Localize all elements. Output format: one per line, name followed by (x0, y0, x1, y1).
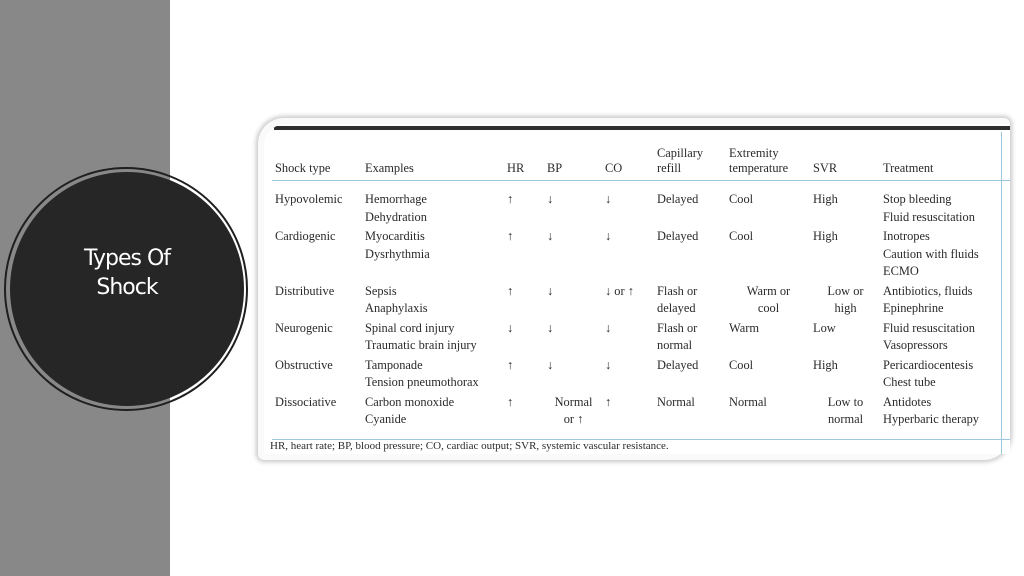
column-header (362, 142, 504, 181)
cell-line: Sepsis (365, 283, 397, 298)
table-cell (362, 318, 504, 355)
cell-line: Vasopressors (883, 338, 948, 352)
table-cell (602, 392, 654, 440)
column-header (272, 142, 362, 181)
cell-line: Dissociative (275, 394, 337, 409)
table-figure (258, 118, 1010, 460)
table-cell (880, 392, 1010, 440)
cell-line: Extremity (729, 146, 779, 160)
cell-line: Warm or (746, 283, 791, 298)
cell-line: Tamponade (365, 357, 423, 372)
cell-line: Carbon monoxide (365, 394, 455, 409)
table-row (272, 181, 1010, 227)
cell-line: CO (605, 161, 623, 175)
cell-line: Cyanide (365, 412, 407, 426)
table-cell (272, 281, 362, 318)
cell-line: ↑ (507, 283, 514, 298)
table-cell (272, 181, 362, 227)
column-header (810, 142, 880, 181)
cell-line: Shock type (275, 161, 331, 175)
table-cell (362, 392, 504, 440)
cell-line: Cardiogenic (275, 229, 336, 243)
table-cell (810, 226, 880, 281)
cell-line: HR (507, 161, 525, 175)
cell-line: ↓ (507, 320, 514, 335)
table-cell (880, 226, 1010, 281)
cell-line: Normal (554, 394, 593, 409)
table-cell (544, 392, 602, 440)
cell-line: Flash or (657, 320, 698, 335)
cell-line: Normal (729, 394, 767, 409)
cell-line: normal (827, 412, 864, 426)
table-top-rule (274, 126, 1010, 130)
cell-line: High (813, 229, 838, 243)
cell-line: BP (547, 161, 563, 175)
cell-line: Chest tube (883, 375, 936, 389)
cell-line: high (834, 301, 857, 315)
cell-line: Dehydration (365, 209, 427, 224)
cell-line: Anaphylaxis (365, 301, 428, 315)
shock-types-table (272, 142, 1010, 440)
table-cell (362, 355, 504, 392)
cell-line: Tension pneumothorax (365, 375, 479, 389)
cell-line: ↓ (547, 283, 554, 298)
table-cell (272, 392, 362, 440)
table-cell (504, 355, 544, 392)
table-row (272, 226, 1010, 281)
cell-line: Fluid resuscitation (883, 209, 975, 224)
table-cell (654, 226, 726, 281)
cell-line: ↓ (605, 192, 612, 206)
table-cell (726, 392, 810, 440)
table-cell (810, 181, 880, 227)
table-cell (544, 226, 602, 281)
table-cell (504, 226, 544, 281)
table-cell (362, 181, 504, 227)
table-cell (726, 226, 810, 281)
table-cell (726, 355, 810, 392)
cell-line: Myocarditis (365, 229, 425, 243)
cell-line: Distributive (275, 283, 335, 298)
cell-line: Cool (729, 192, 754, 206)
table-cell (544, 181, 602, 227)
column-header (504, 142, 544, 181)
title-circle (10, 172, 244, 406)
table-cell (654, 318, 726, 355)
table-cell (504, 281, 544, 318)
cell-line: Capillary (657, 146, 704, 160)
cell-line: Caution with fluids (883, 246, 979, 261)
table-cell (544, 318, 602, 355)
table-cell (810, 392, 880, 440)
table-cell (544, 355, 602, 392)
cell-line: ↓ (605, 320, 612, 335)
cell-line: ↓ (605, 357, 612, 372)
cell-line: Antidotes (883, 394, 932, 409)
cell-line: Cool (729, 229, 754, 243)
cell-line: ECMO (883, 264, 919, 278)
cell-line: Treatment (883, 161, 934, 175)
table-row (272, 318, 1010, 355)
cell-line: delayed (657, 301, 696, 315)
cell-line: or ↑ (563, 412, 584, 426)
table-cell (726, 318, 810, 355)
column-header (880, 142, 1010, 181)
table-cell (602, 318, 654, 355)
cell-line: Delayed (657, 192, 699, 206)
cell-line: ↑ (507, 229, 514, 243)
cell-line: ↓ (547, 229, 554, 243)
cell-line: ↓ (547, 320, 554, 335)
cell-line: SVR (813, 161, 838, 175)
cell-line: Obstructive (275, 357, 333, 372)
cell-line: ↑ (507, 394, 514, 409)
cell-line: Hyperbaric therapy (883, 412, 979, 426)
table-cell (504, 181, 544, 227)
cell-line: Traumatic brain injury (365, 338, 477, 352)
cell-line: Cool (729, 357, 754, 372)
cell-line: ↑ (605, 394, 612, 409)
cell-line: Warm (729, 320, 759, 335)
cell-line: ↓ (547, 357, 554, 372)
table-cell (362, 226, 504, 281)
cell-line: Low (813, 320, 836, 335)
table-image (264, 124, 1010, 454)
table-cell (272, 226, 362, 281)
cell-line: Delayed (657, 357, 699, 372)
column-header (602, 142, 654, 181)
cell-line: Low or (827, 283, 864, 298)
table-cell (602, 181, 654, 227)
cell-line: Delayed (657, 229, 699, 243)
cell-line: normal (657, 338, 693, 352)
table-cell (726, 281, 810, 318)
table-cell (272, 318, 362, 355)
table-row (272, 355, 1010, 392)
cell-line: ↓ (605, 229, 612, 243)
table-cell (810, 318, 880, 355)
cell-line: Epinephrine (883, 301, 944, 315)
table-cell (810, 355, 880, 392)
table-cell (602, 281, 654, 318)
table-cell (654, 392, 726, 440)
cell-line: Fluid resuscitation (883, 320, 975, 335)
table-cell (654, 355, 726, 392)
cell-line: Dysrhythmia (365, 246, 430, 261)
table-cell (544, 281, 602, 318)
cell-line: Spinal cord injury (365, 320, 455, 335)
cell-line: ↓ or ↑ (605, 283, 634, 298)
table-cell (726, 181, 810, 227)
column-header (726, 142, 810, 181)
table-cell (880, 181, 1010, 227)
cell-line: Examples (365, 161, 414, 175)
table-row (272, 281, 1010, 318)
cell-line: cool (757, 301, 780, 315)
cell-line: Antibiotics, fluids (883, 283, 973, 298)
cell-line: ↑ (507, 357, 514, 372)
table-cell (880, 318, 1010, 355)
table-cell (654, 281, 726, 318)
cell-line: Pericardiocentesis (883, 357, 974, 372)
cell-line: High (813, 357, 838, 372)
column-header (654, 142, 726, 181)
table-cell (880, 281, 1010, 318)
column-header (544, 142, 602, 181)
table-cell (504, 318, 544, 355)
cell-line: refill (657, 161, 682, 175)
table-footnote: HR, heart rate; BP, blood pressure; CO, cardiac output; SVR, systemic vascular resistance. (270, 440, 669, 452)
cell-line: Stop bleeding (883, 192, 952, 206)
table-cell (504, 392, 544, 440)
cell-line: temperature (729, 161, 789, 175)
cell-line: Hemorrhage (365, 192, 427, 206)
slide-title: Types Of Shock (83, 246, 171, 300)
table-cell (602, 226, 654, 281)
table-cell (810, 281, 880, 318)
cell-line: Inotropes (883, 229, 930, 243)
cell-line: Neurogenic (275, 320, 333, 335)
table-cell (272, 355, 362, 392)
table-row (272, 392, 1010, 440)
cell-line: Normal (657, 394, 695, 409)
cell-line: ↓ (547, 192, 554, 206)
table-cell (880, 355, 1010, 392)
table-header-row (272, 142, 1010, 181)
cell-line: Flash or (657, 283, 698, 298)
cell-line: Hypovolemic (275, 192, 343, 206)
cell-line: Low to (827, 394, 864, 409)
cell-line: ↑ (507, 192, 514, 206)
table-cell (654, 181, 726, 227)
table-cell (602, 355, 654, 392)
cell-line: High (813, 192, 838, 206)
table-cell (362, 281, 504, 318)
